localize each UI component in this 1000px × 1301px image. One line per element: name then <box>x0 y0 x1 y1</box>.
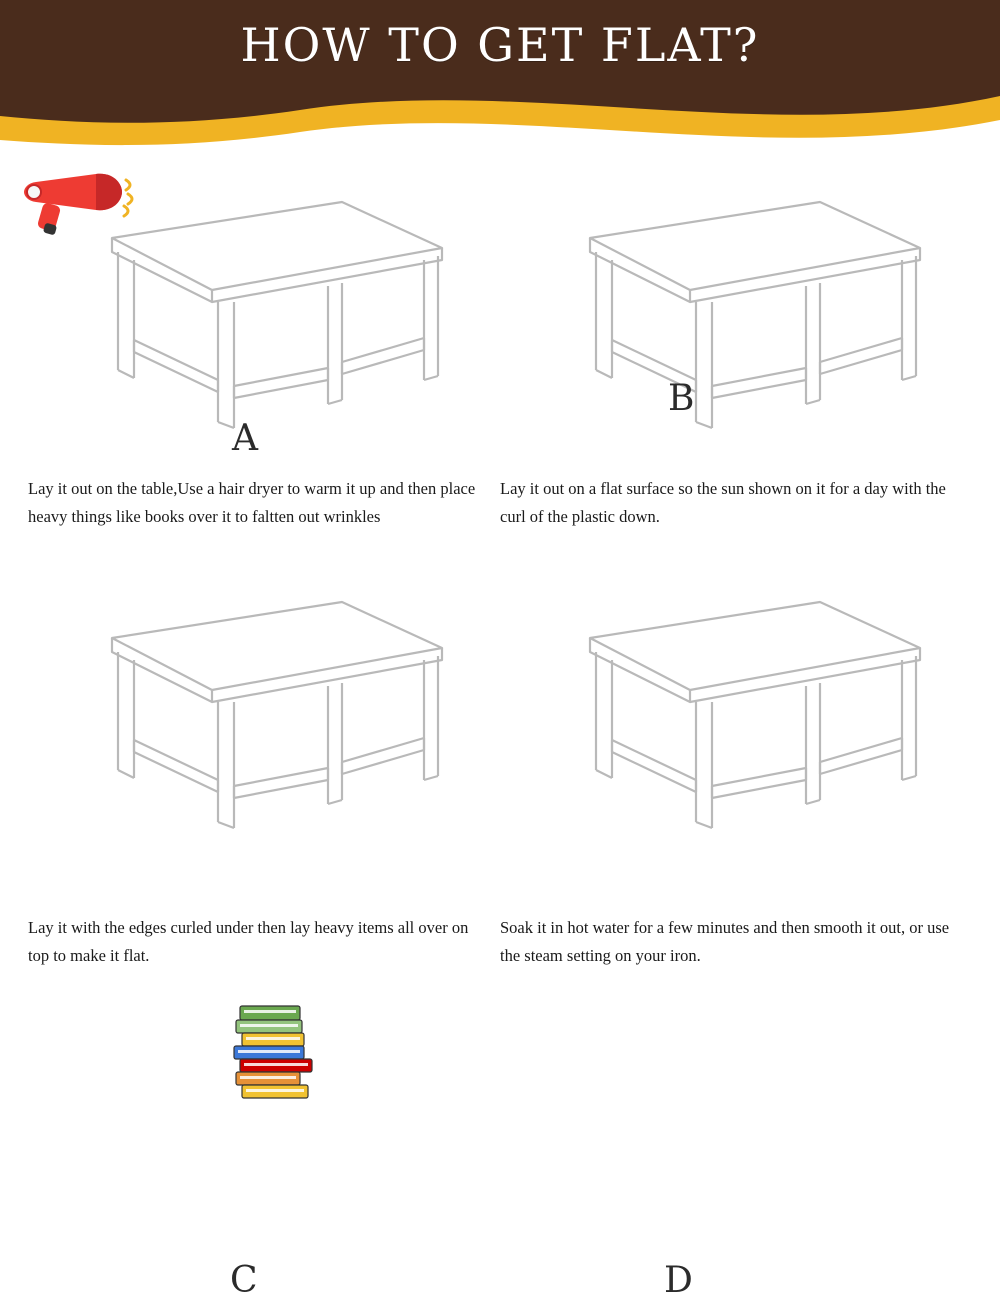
panel-c <box>22 560 502 1301</box>
page-title: HOW TO GET FLAT? <box>240 18 760 72</box>
caption-d: Soak it in hot water for a few minutes and then smooth it out, or use the steam setting on your iron. <box>500 918 950 965</box>
caption-b: Lay it out on a flat surface so the sun shown on it for a day with the curl of the plastic down. <box>500 479 946 526</box>
caption-c: Lay it with the edges curled under then lay heavy items all over on top to make it flat. <box>28 918 469 965</box>
panel-letter-b: B <box>668 378 695 419</box>
caption-a: Lay it out on the table,Use a hair dryer to warm it up and then place heavy things like books over it to faltten out wrinkles <box>28 479 476 526</box>
panel-letter-c: C <box>230 1260 258 1301</box>
header-banner <box>0 0 1000 152</box>
hair-dryer-icon <box>22 168 142 238</box>
table-illustration-b <box>520 190 960 450</box>
table-illustration-c <box>42 590 482 850</box>
table-illustration-d <box>520 590 960 850</box>
panel-letter-d: D <box>664 1260 693 1301</box>
panel-d <box>500 560 980 1301</box>
panel-grid <box>0 152 1000 1301</box>
panel-letter-a: A <box>232 418 258 459</box>
stack-of-books-icon <box>222 1002 332 1110</box>
